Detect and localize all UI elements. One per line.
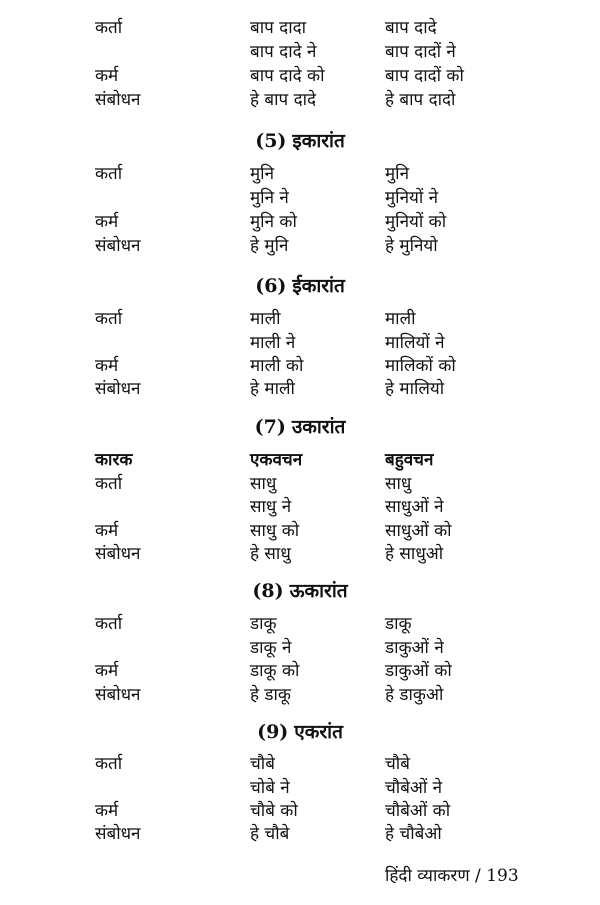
case-label: कर्ता <box>95 164 123 184</box>
singular-form: साधु <box>250 474 277 494</box>
singular-form: माली को <box>250 356 304 376</box>
singular-form: माली <box>250 309 281 329</box>
section-heading <box>0 128 600 154</box>
singular-form: डाकू ने <box>250 638 292 658</box>
table-row <box>0 542 600 566</box>
singular-form: मुनि ने <box>250 188 289 208</box>
case-label: संबोधन <box>95 236 141 256</box>
case-label: संबोधन <box>95 90 141 110</box>
plural-form: डाकुओं ने <box>385 638 444 658</box>
page-number: 193 <box>486 866 519 886</box>
plural-form: हे साधुओ <box>385 544 444 564</box>
case-label: कर्ता <box>95 18 123 38</box>
book-title: हिंदी व्याकरण <box>385 866 470 886</box>
singular-form: बाप दादे ने <box>250 42 317 62</box>
table-row <box>0 472 600 496</box>
section-title: ऊकारांत <box>289 580 348 602</box>
plural-form: मुनि <box>385 164 410 184</box>
table-row <box>0 683 600 707</box>
plural-form: हे चौबेओ <box>385 824 442 844</box>
singular-form: मुनि <box>250 164 275 184</box>
case-label: संबोधन <box>95 685 141 705</box>
table-row <box>0 519 600 543</box>
case-label: कर्म <box>95 356 119 376</box>
case-label: कर्ता <box>95 309 123 329</box>
case-label: कर्म <box>95 212 119 232</box>
plural-form: चौबे <box>385 754 410 774</box>
table-row <box>0 210 600 234</box>
table-row <box>0 354 600 378</box>
table-row <box>0 16 600 40</box>
plural-form: बाप दादे <box>385 18 437 38</box>
table-row <box>0 377 600 401</box>
plural-form: हे डाकुओ <box>385 685 444 705</box>
footer-separator: / <box>475 866 481 886</box>
section-title: ईकारांत <box>292 275 345 297</box>
case-label: संबोधन <box>95 824 141 844</box>
table-row <box>0 307 600 331</box>
section-title: एकरांत <box>294 721 343 743</box>
table-row <box>0 162 600 186</box>
plural-form: साधु <box>385 474 412 494</box>
singular-form: हे माली <box>250 379 295 399</box>
table-row <box>0 40 600 64</box>
table-row <box>0 822 600 846</box>
singular-form: हे साधु <box>250 544 291 564</box>
column-header-case: कारक <box>95 450 133 470</box>
section-heading <box>0 578 600 604</box>
section-number: (5) <box>255 130 287 152</box>
plural-form: हे बाप दादो <box>385 90 456 110</box>
plural-form: मालिकों को <box>385 356 456 376</box>
case-label: संबोधन <box>95 544 141 564</box>
plural-form: मुनियों ने <box>385 188 439 208</box>
singular-form: चौबे को <box>250 801 298 821</box>
table-row <box>0 799 600 823</box>
case-label: कर्म <box>95 661 119 681</box>
table-row <box>0 186 600 210</box>
plural-form: मालियों ने <box>385 333 445 353</box>
column-header-singular: एकवचन <box>250 450 303 470</box>
section-title: इकारांत <box>292 130 345 152</box>
table-header-row <box>0 448 600 472</box>
singular-form: साधु ने <box>250 497 292 517</box>
section-title: उकारांत <box>291 416 346 438</box>
singular-form: डाकू <box>250 614 277 634</box>
plural-form: डाकू <box>385 614 412 634</box>
table-row <box>0 64 600 88</box>
table-row <box>0 776 600 800</box>
section-number: (7) <box>254 416 286 438</box>
plural-form: माली <box>385 309 416 329</box>
plural-form: मुनियों को <box>385 212 447 232</box>
plural-form: हे मालियो <box>385 379 445 399</box>
singular-form: बाप दादे को <box>250 66 325 86</box>
case-label: कर्म <box>95 801 119 821</box>
plural-form: साधुओं को <box>385 521 452 541</box>
case-label: कर्ता <box>95 754 123 774</box>
table-row <box>0 752 600 776</box>
section-heading <box>0 414 600 440</box>
section-number: (9) <box>257 721 289 743</box>
table-row <box>0 612 600 636</box>
singular-form: साधु को <box>250 521 300 541</box>
singular-form: हे डाकू <box>250 685 291 705</box>
table-row <box>0 495 600 519</box>
singular-form: डाकू को <box>250 661 300 681</box>
singular-form: हे चौबे <box>250 824 290 844</box>
plural-form: चौबेओं ने <box>385 778 443 798</box>
section-heading <box>0 719 600 745</box>
case-label: कर्ता <box>95 614 123 634</box>
singular-form: माली ने <box>250 333 296 353</box>
page-footer <box>385 864 519 888</box>
case-label: कर्ता <box>95 474 123 494</box>
column-header-plural: बहुवचन <box>385 450 434 470</box>
plural-form: चौबेओं को <box>385 801 451 821</box>
table-row <box>0 234 600 258</box>
singular-form: मुनि को <box>250 212 297 232</box>
singular-form: हे बाप दादे <box>250 90 317 110</box>
table-row <box>0 88 600 112</box>
table-row <box>0 331 600 355</box>
table-row <box>0 659 600 683</box>
plural-form: साधुओं ने <box>385 497 444 517</box>
plural-form: डाकुओं को <box>385 661 452 681</box>
section-number: (8) <box>252 580 284 602</box>
singular-form: हे मुनि <box>250 236 289 256</box>
table-row <box>0 636 600 660</box>
plural-form: बाप दादों ने <box>385 42 456 62</box>
case-label: कर्म <box>95 66 119 86</box>
plural-form: हे मुनियो <box>385 236 438 256</box>
case-label: संबोधन <box>95 379 141 399</box>
singular-form: चौबे <box>250 754 275 774</box>
section-heading <box>0 273 600 299</box>
plural-form: बाप दादों को <box>385 66 464 86</box>
singular-form: चोबे ने <box>250 778 290 798</box>
section-number: (6) <box>255 275 287 297</box>
case-label: कर्म <box>95 521 119 541</box>
singular-form: बाप दादा <box>250 18 307 38</box>
